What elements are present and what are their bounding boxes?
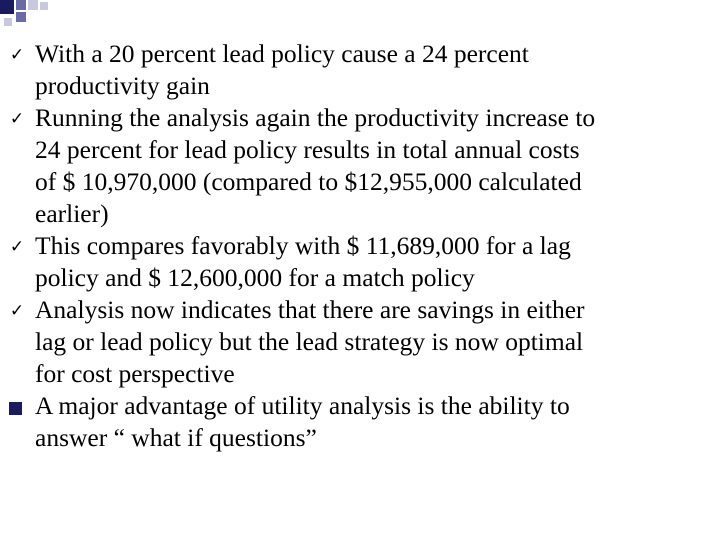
bullet-item (0, 390, 712, 454)
deco-square (0, 0, 14, 14)
bullet-line: policy and $ 12,600,000 for a match policy (35, 263, 475, 292)
bullet-item (0, 230, 712, 294)
bullet-item (0, 38, 712, 102)
bullet-item (0, 102, 712, 230)
bullet-line: answer “ what if questions” (35, 423, 317, 452)
bullet-list (0, 38, 712, 454)
deco-square (4, 18, 12, 26)
deco-square (16, 12, 26, 22)
bullet-line: of $ 10,970,000 (compared to $12,955,000 calculated (35, 167, 582, 196)
check-icon: ✓ (9, 109, 25, 129)
bullet-item (0, 294, 712, 390)
bullet-line: This compares favorably with $ 11,689,000 for a lag (35, 231, 571, 260)
bullet-line: productivity gain (35, 71, 210, 100)
bullet-line: A major advantage of utility analysis is the ability to (35, 391, 570, 420)
corner-decoration (0, 0, 60, 40)
deco-square (28, 0, 38, 10)
bullet-line: lag or lead policy but the lead strategy is now optimal (35, 327, 584, 356)
check-icon: ✓ (9, 45, 25, 65)
bullet-line: 24 percent for lead policy results in total annual costs (35, 135, 580, 164)
bullet-line: earlier) (35, 199, 109, 228)
bullet-line: Analysis now indicates that there are savings in either (35, 295, 585, 324)
check-icon: ✓ (9, 237, 25, 257)
deco-square (40, 2, 48, 10)
check-icon: ✓ (9, 301, 25, 321)
deco-square (16, 0, 26, 10)
square-bullet-icon (9, 402, 22, 415)
bullet-line: for cost perspective (35, 359, 235, 388)
bullet-line: Running the analysis again the productivity increase to (35, 103, 596, 132)
bullet-line: With a 20 percent lead policy cause a 24 percent (35, 39, 529, 68)
